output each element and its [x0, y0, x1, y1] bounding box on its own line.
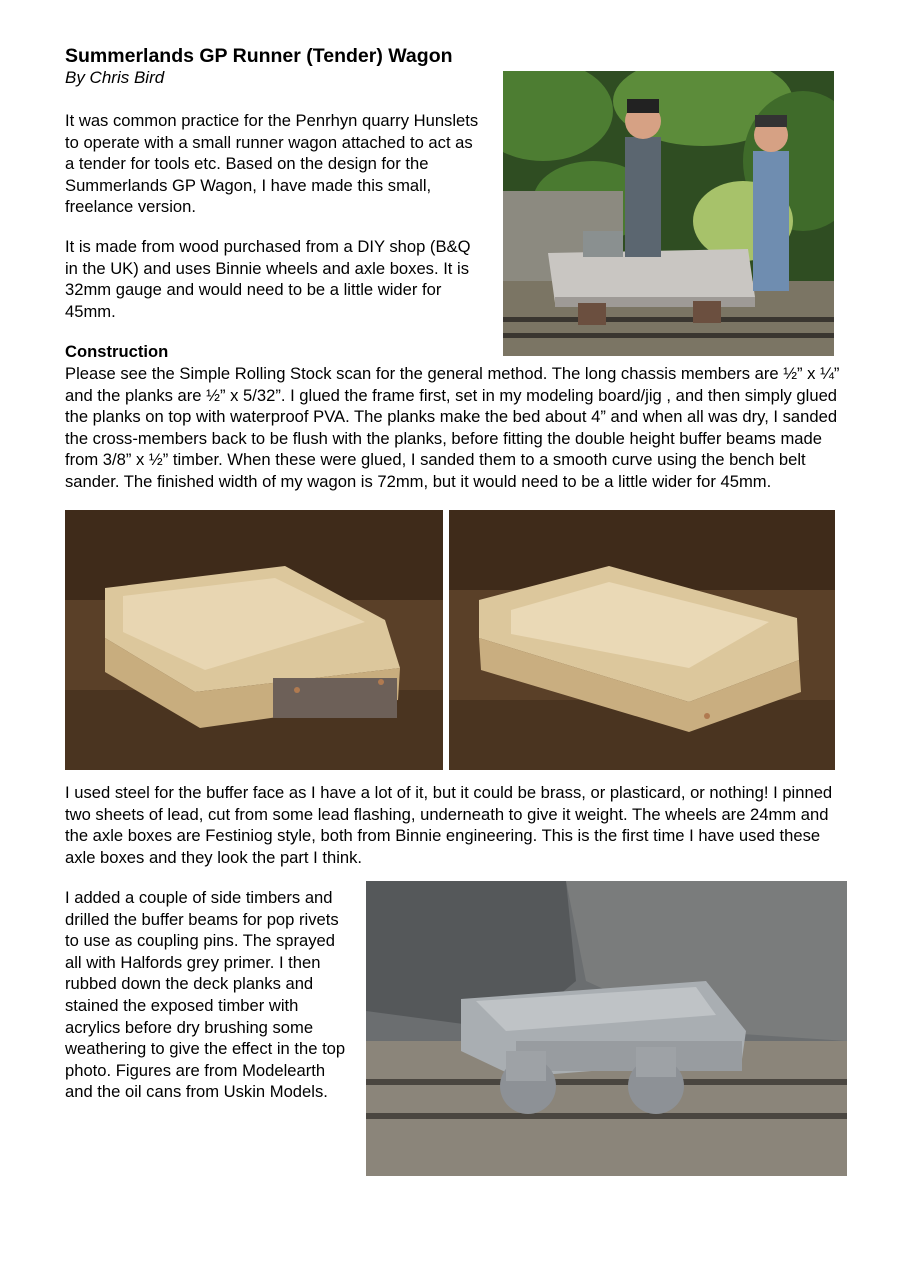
- photo-bare-wood-bed: [449, 510, 835, 770]
- photo-wood-wagon-bed-icon: [449, 510, 835, 770]
- intro-paragraph-2: It is made from wood purchased from a DIY shop (B&Q in the UK) and uses Binnie wheels and axle boxes. It is 32mm gauge and would need to be a little wider for 45mm.: [65, 237, 471, 321]
- photo-bare-wood-frame: [65, 510, 443, 770]
- photo-figures-wagon: [503, 71, 834, 356]
- finishing-paragraph: I added a couple of side timbers and drilled the buffer beams for pop rivets to use as coupling pins. The sprayed all with Halfords grey primer. I then rubbed down the deck planks and stained the exposed timber with acrylics before dry brushing some weathering to give the effect in the top photo. Figures are from Modelearth and the oil cans from Uskin Models.: [65, 888, 346, 1102]
- photo-grey-primed-wagon-icon: [366, 881, 847, 1176]
- intro-paragraph-1: It was common practice for the Penrhyn quarry Hunslets to operate with a small runner wagon attached to act as a tender for tools etc. Based on the design for the Summerlands GP Wagon, I have made this small, freelance version.: [65, 111, 479, 217]
- article-byline: By Chris Bird: [65, 68, 165, 87]
- photo-figures-wagon-icon: [503, 71, 834, 356]
- photo-grey-primed-wagon: [366, 881, 847, 1176]
- construction-heading: Construction: [65, 342, 169, 361]
- construction-paragraph: Please see the Simple Rolling Stock scan for the general method. The long chassis members are ½” x ¼” and the planks are ½” x 5/32”. I glued the frame first, set in my modeling board/jig , and then simply glued the planks on top with waterproof PVA. The planks make the bed about 4” and when all was dry, I sanded the cross-members back to be flush with the planks, before fitting the double height buffer beams made from 3/8” x ½” timber. When these were glued, I sanded them to a smooth curve using the bench belt sander. The finished width of my wagon is 72mm, but it would need to be a little wider for 45mm.: [65, 364, 840, 491]
- article-title: Summerlands GP Runner (Tender) Wagon: [65, 45, 453, 67]
- steel-paragraph: I used steel for the buffer face as I have a lot of it, but it could be brass, or plasticard, or nothing! I pinned two sheets of lead, cut from some lead flashing, underneath to give it weight. The wheels are 24mm and the axle boxes are Festiniog style, both from Binnie engineering. This is the first time I have used these axle boxes and they look the part I think.: [65, 783, 833, 867]
- photo-wood-frame-underside-icon: [65, 510, 443, 770]
